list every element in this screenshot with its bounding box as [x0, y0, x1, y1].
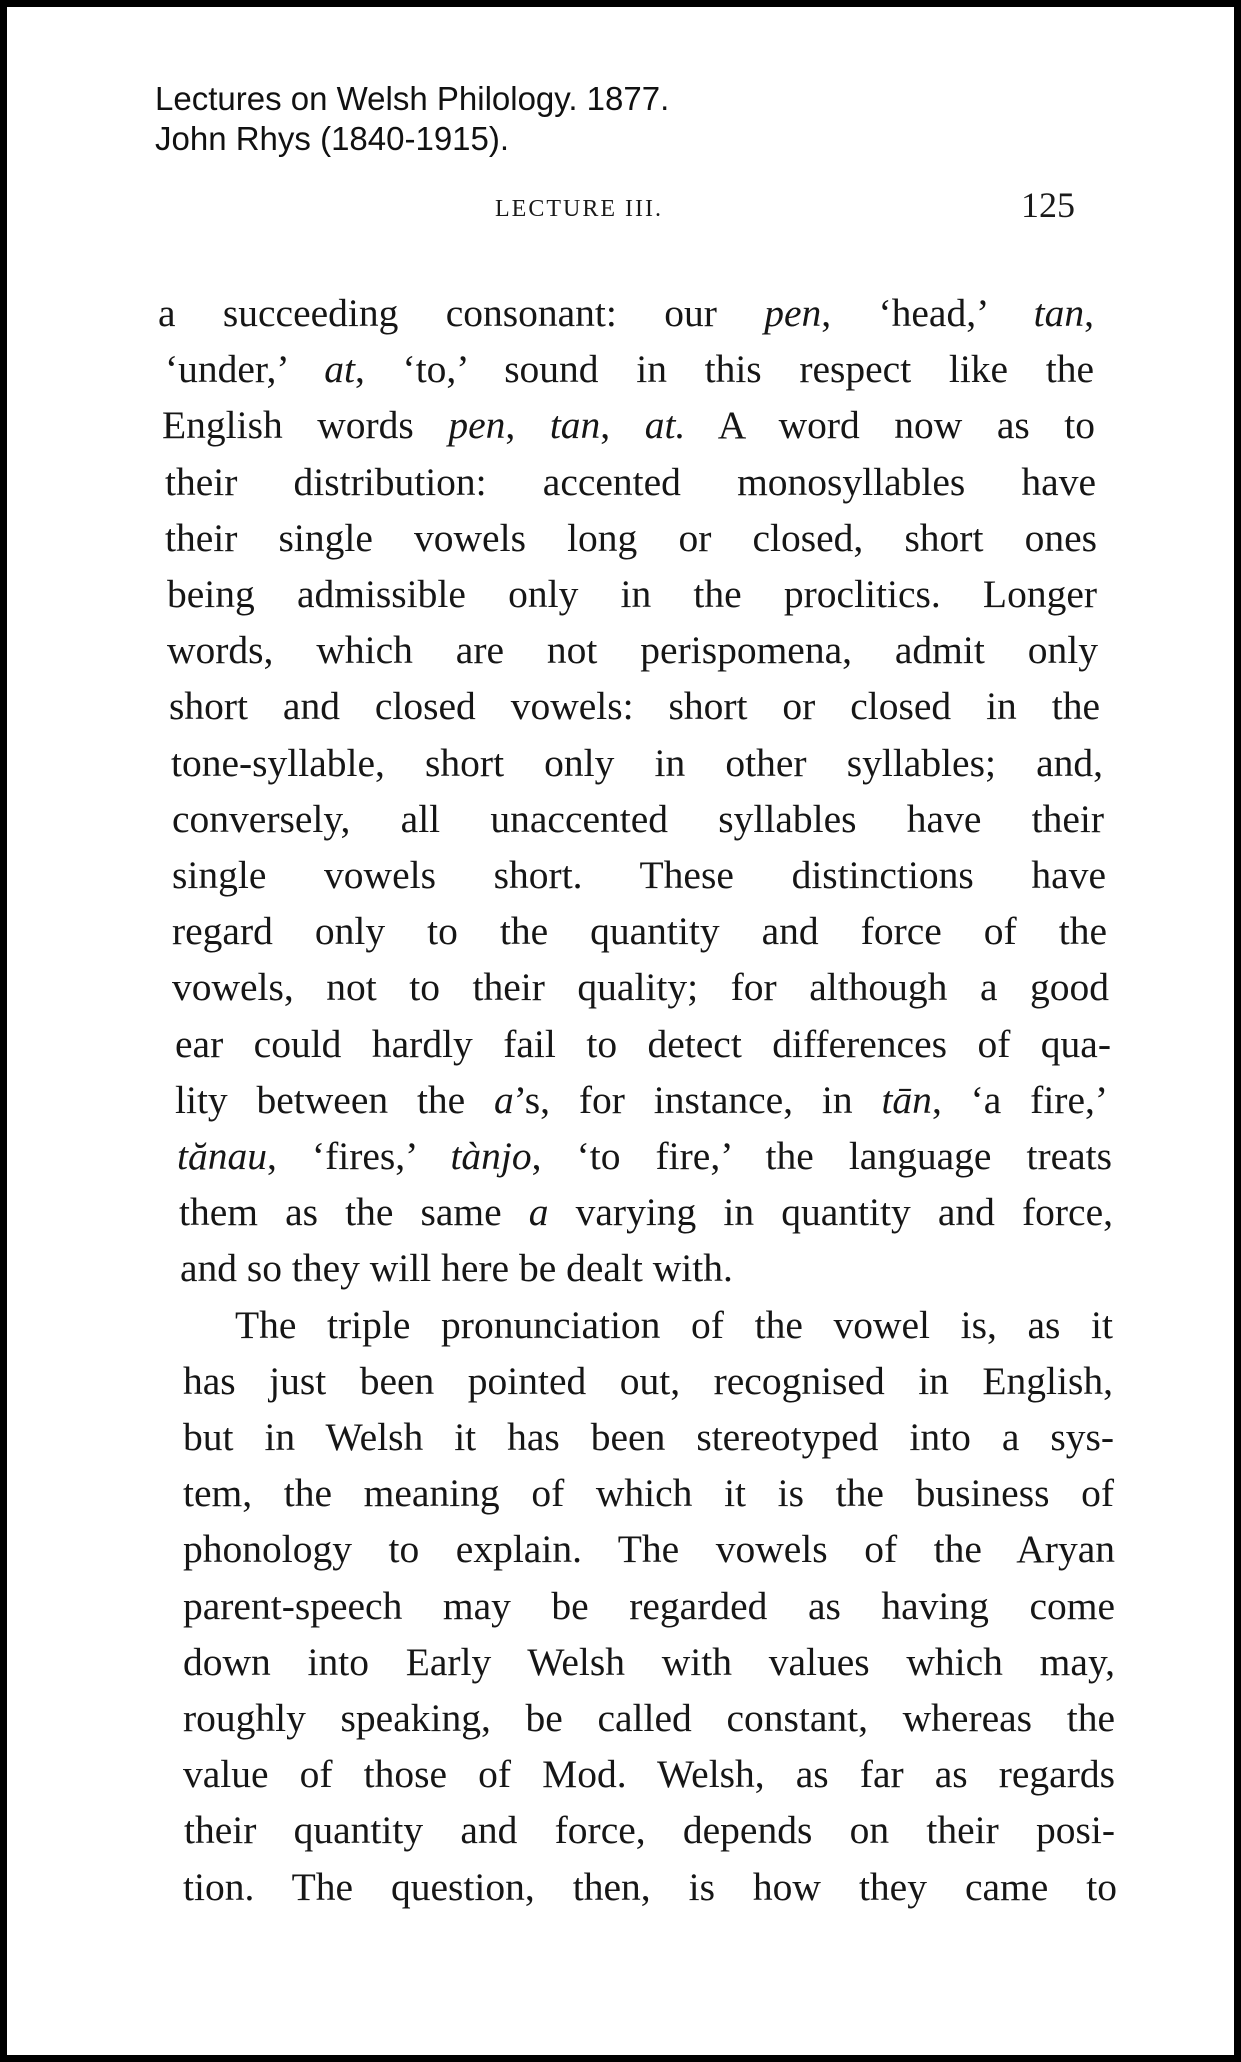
italic-word: a: [494, 1077, 514, 1122]
text-run: them as the same: [179, 1190, 529, 1235]
text-run: being admissible only in the proclitics. Longer: [167, 572, 1097, 616]
text-line: [183, 1521, 1115, 1577]
text-run: ear could hardly fail to detect differences of qua-: [175, 1021, 1111, 1066]
text-line: [171, 735, 1103, 791]
text-line: [172, 903, 1107, 959]
text-run: their single vowels long or closed, short ones: [165, 515, 1097, 560]
text-run: short and closed vowels: short or closed in the: [169, 684, 1100, 729]
italic-word: tànjo: [450, 1134, 532, 1178]
text-run: conversely, all unaccented syllables have their: [172, 796, 1104, 841]
text-line: [167, 566, 1097, 622]
italic-word: pen: [448, 403, 506, 448]
text-run: down into Early Welsh with values which may,: [183, 1639, 1115, 1684]
text-line: [183, 1746, 1115, 1802]
text-run: vowels, not to their quality; for although a good: [172, 965, 1109, 1010]
text-run: value of those of Mod. Welsh, as far as regards: [183, 1752, 1115, 1797]
text-line: [183, 1465, 1114, 1521]
text-line: [184, 1802, 1115, 1858]
text-run: The triple pronunciation of the vowel is, as it: [235, 1302, 1113, 1347]
text-line: [235, 1297, 1113, 1353]
text-run: ,: [1084, 291, 1094, 335]
text-line: [167, 622, 1098, 678]
text-run: roughly speaking, be called constant, whereas the: [183, 1696, 1115, 1740]
text-run: a succeeding consonant: our: [158, 291, 765, 335]
running-head: LECTURE III.: [495, 196, 663, 222]
text-line: [183, 1578, 1115, 1634]
text-line: [175, 1072, 1108, 1128]
text-line: [169, 678, 1100, 734]
text-run: , ‘head,’: [821, 291, 1034, 335]
text-line: [183, 1690, 1115, 1746]
text-line: [183, 1859, 1117, 1915]
text-run: , ‘fires,’: [266, 1134, 451, 1178]
citation-author: John Rhys (1840-1915).: [155, 120, 510, 157]
italic-word: tănau: [177, 1134, 267, 1178]
text-run: parent-speech may be regarded as having come: [183, 1583, 1115, 1628]
italic-word: a: [528, 1190, 549, 1235]
text-run: varying in quantity and force,: [548, 1190, 1113, 1235]
text-line: [183, 1409, 1114, 1465]
text-line: [162, 397, 1095, 453]
italic-word: tān: [881, 1077, 932, 1122]
text-line: [179, 1184, 1113, 1240]
text-line: [165, 454, 1096, 510]
text-run: phonology to explain. The vowels of the Aryan: [183, 1527, 1115, 1572]
text-run: has just been pointed out, recognised in English,: [183, 1358, 1113, 1403]
text-run: tone-syllable, short only in other syllables; and,: [171, 740, 1103, 785]
citation: [155, 79, 669, 159]
text-line: [183, 1353, 1113, 1409]
text-line: [172, 959, 1109, 1015]
text-run: lity between the: [175, 1077, 495, 1122]
text-run: tion. The question, then, is how they came to: [183, 1864, 1117, 1909]
text-run: tem, the meaning of which it is the business of: [183, 1471, 1114, 1516]
text-line: [172, 791, 1104, 847]
text-run: ‘under,’: [165, 347, 325, 392]
text-run: regard only to the quantity and force of the: [172, 909, 1107, 954]
text-line: [172, 847, 1106, 903]
text-run: but in Welsh it has been stereotyped into a sys-: [183, 1415, 1114, 1459]
text-run: English words: [162, 403, 449, 448]
italic-word: at.: [644, 403, 686, 448]
text-run: ’s, for instance, in: [513, 1077, 882, 1122]
text-run: words, which are not perispomena, admit only: [167, 628, 1098, 673]
text-line: [165, 510, 1097, 566]
italic-word: tan: [1033, 291, 1085, 335]
italic-word: at: [324, 347, 356, 392]
text-line: [165, 341, 1094, 397]
text-run: ,: [505, 403, 550, 448]
text-run: single vowels short. These distinctions have: [172, 853, 1106, 897]
text-line: [177, 1128, 1112, 1184]
text-run: and so they will here be dealt with.: [180, 1246, 733, 1291]
italic-word: tan: [549, 403, 601, 448]
text-run: A word now as to: [685, 403, 1096, 448]
text-run: , ‘a fire,’: [931, 1077, 1109, 1122]
italic-word: pen: [764, 291, 822, 335]
text-run: , ‘to fire,’ the language treats: [531, 1134, 1113, 1178]
page-number: 125: [1021, 185, 1075, 225]
text-line: [158, 285, 1094, 341]
citation-title: Lectures on Welsh Philology. 1877.: [155, 80, 670, 117]
text-run: ,: [600, 403, 645, 448]
text-run: their quantity and force, depends on their posi-: [184, 1808, 1115, 1853]
text-line: [183, 1634, 1115, 1690]
text-run: , ‘to,’ sound in this respect like the: [355, 347, 1095, 392]
text-line: [180, 1240, 817, 1296]
text-run: their distribution: accented monosyllables have: [165, 459, 1096, 504]
text-line: [175, 1016, 1111, 1072]
